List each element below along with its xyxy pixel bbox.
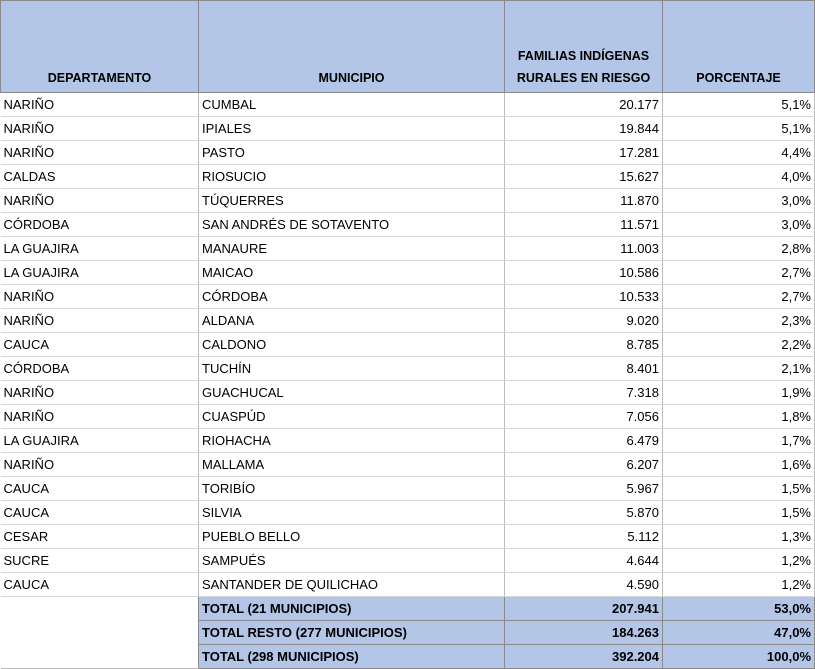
cell-municipio[interactable]: MAICAO (199, 261, 505, 285)
cell-familias[interactable]: 9.020 (505, 309, 663, 333)
cell-departamento[interactable]: SUCRE (1, 549, 199, 573)
cell-departamento[interactable]: CALDAS (1, 165, 199, 189)
table-row (1, 285, 815, 309)
cell-porcentaje[interactable]: 1,3% (663, 525, 815, 549)
cell-municipio[interactable]: TORIBÍO (199, 477, 505, 501)
cell-familias[interactable]: 5.870 (505, 501, 663, 525)
cell-municipio[interactable]: CUMBAL (199, 93, 505, 117)
cell-departamento[interactable]: CAUCA (1, 573, 199, 597)
cell-porcentaje[interactable]: 2,3% (663, 309, 815, 333)
total-porcentaje[interactable]: 47,0% (663, 621, 815, 645)
cell-porcentaje[interactable]: 1,2% (663, 573, 815, 597)
empty-cell[interactable] (1, 597, 199, 621)
cell-departamento[interactable]: CÓRDOBA (1, 213, 199, 237)
header-municipio[interactable]: MUNICIPIO (199, 1, 505, 93)
cell-departamento[interactable]: CAUCA (1, 477, 199, 501)
cell-departamento[interactable]: NARIÑO (1, 93, 199, 117)
table-row (1, 381, 815, 405)
cell-porcentaje[interactable]: 3,0% (663, 189, 815, 213)
total-porcentaje[interactable]: 53,0% (663, 597, 815, 621)
cell-familias[interactable]: 10.586 (505, 261, 663, 285)
cell-departamento[interactable]: NARIÑO (1, 405, 199, 429)
cell-familias[interactable]: 20.177 (505, 93, 663, 117)
cell-porcentaje[interactable]: 1,5% (663, 477, 815, 501)
cell-departamento[interactable]: LA GUAJIRA (1, 237, 199, 261)
cell-departamento[interactable]: CAUCA (1, 333, 199, 357)
cell-departamento[interactable]: NARIÑO (1, 453, 199, 477)
cell-porcentaje[interactable]: 1,9% (663, 381, 815, 405)
cell-porcentaje[interactable]: 1,2% (663, 549, 815, 573)
cell-familias[interactable]: 8.785 (505, 333, 663, 357)
table-row (1, 477, 815, 501)
cell-departamento[interactable]: NARIÑO (1, 117, 199, 141)
cell-porcentaje[interactable]: 4,4% (663, 141, 815, 165)
cell-departamento[interactable]: CESAR (1, 525, 199, 549)
cell-familias[interactable]: 15.627 (505, 165, 663, 189)
table-row (1, 429, 815, 453)
cell-departamento[interactable]: NARIÑO (1, 285, 199, 309)
cell-porcentaje[interactable]: 1,5% (663, 501, 815, 525)
header-porcentaje[interactable]: PORCENTAJE (663, 1, 815, 93)
table-row (1, 309, 815, 333)
cell-familias[interactable]: 11.870 (505, 189, 663, 213)
total-row (1, 597, 815, 621)
cell-departamento[interactable]: CÓRDOBA (1, 357, 199, 381)
table-row (1, 189, 815, 213)
cell-municipio[interactable]: SILVIA (199, 501, 505, 525)
empty-cell[interactable] (1, 645, 199, 669)
table-row (1, 261, 815, 285)
cell-departamento[interactable]: NARIÑO (1, 141, 199, 165)
cell-porcentaje[interactable]: 1,7% (663, 429, 815, 453)
table-body (1, 93, 815, 597)
table-row (1, 117, 815, 141)
cell-familias[interactable]: 6.207 (505, 453, 663, 477)
cell-municipio[interactable]: TÚQUERRES (199, 189, 505, 213)
cell-municipio[interactable]: TUCHÍN (199, 357, 505, 381)
cell-departamento[interactable]: NARIÑO (1, 309, 199, 333)
cell-departamento[interactable]: LA GUAJIRA (1, 429, 199, 453)
table-row (1, 525, 815, 549)
cell-municipio[interactable]: CUASPÚD (199, 405, 505, 429)
cell-porcentaje[interactable]: 2,1% (663, 357, 815, 381)
table-row (1, 549, 815, 573)
cell-municipio[interactable]: SAN ANDRÉS DE SOTAVENTO (199, 213, 505, 237)
cell-departamento[interactable]: NARIÑO (1, 381, 199, 405)
table-row (1, 165, 815, 189)
empty-cell[interactable] (1, 621, 199, 645)
cell-municipio[interactable]: SAMPUÉS (199, 549, 505, 573)
cell-porcentaje[interactable]: 5,1% (663, 93, 815, 117)
cell-municipio[interactable]: CALDONO (199, 333, 505, 357)
table-row (1, 213, 815, 237)
cell-porcentaje[interactable]: 4,0% (663, 165, 815, 189)
total-familias[interactable]: 184.263 (505, 621, 663, 645)
cell-porcentaje[interactable]: 5,1% (663, 117, 815, 141)
cell-municipio[interactable]: IPIALES (199, 117, 505, 141)
total-row (1, 645, 815, 669)
cell-porcentaje[interactable]: 1,8% (663, 405, 815, 429)
total-label[interactable]: TOTAL (298 MUNICIPIOS) (199, 645, 505, 669)
total-familias[interactable]: 207.941 (505, 597, 663, 621)
cell-familias[interactable]: 5.967 (505, 477, 663, 501)
total-label[interactable]: TOTAL (21 MUNICIPIOS) (199, 597, 505, 621)
total-porcentaje[interactable]: 100,0% (663, 645, 815, 669)
table-row (1, 405, 815, 429)
cell-porcentaje[interactable]: 2,7% (663, 285, 815, 309)
cell-familias[interactable]: 4.644 (505, 549, 663, 573)
cell-municipio[interactable]: SANTANDER DE QUILICHAO (199, 573, 505, 597)
cell-departamento[interactable]: NARIÑO (1, 189, 199, 213)
cell-familias[interactable]: 19.844 (505, 117, 663, 141)
header-familias[interactable]: FAMILIAS INDÍGENAS RURALES EN RIESGO (505, 1, 663, 93)
cell-familias[interactable]: 5.112 (505, 525, 663, 549)
table-row (1, 453, 815, 477)
cell-familias[interactable]: 7.318 (505, 381, 663, 405)
table-row (1, 573, 815, 597)
cell-porcentaje[interactable]: 1,6% (663, 453, 815, 477)
cell-porcentaje[interactable]: 2,2% (663, 333, 815, 357)
header-row (1, 1, 815, 93)
cell-familias[interactable]: 11.003 (505, 237, 663, 261)
table-row (1, 141, 815, 165)
cell-familias[interactable]: 17.281 (505, 141, 663, 165)
total-row (1, 621, 815, 645)
cell-municipio[interactable]: ALDANA (199, 309, 505, 333)
totals-body (1, 597, 815, 669)
cell-municipio[interactable]: CÓRDOBA (199, 285, 505, 309)
table-row (1, 501, 815, 525)
table-row (1, 357, 815, 381)
cell-departamento[interactable]: LA GUAJIRA (1, 261, 199, 285)
cell-municipio[interactable]: PASTO (199, 141, 505, 165)
cell-municipio[interactable]: RIOSUCIO (199, 165, 505, 189)
cell-municipio[interactable]: PUEBLO BELLO (199, 525, 505, 549)
cell-municipio[interactable]: MANAURE (199, 237, 505, 261)
table-row (1, 237, 815, 261)
cell-municipio[interactable]: MALLAMA (199, 453, 505, 477)
cell-municipio[interactable]: RIOHACHA (199, 429, 505, 453)
cell-familias[interactable]: 7.056 (505, 405, 663, 429)
table-row (1, 333, 815, 357)
total-label[interactable]: TOTAL RESTO (277 MUNICIPIOS) (199, 621, 505, 645)
cell-familias[interactable]: 6.479 (505, 429, 663, 453)
cell-familias[interactable]: 8.401 (505, 357, 663, 381)
total-familias[interactable]: 392.204 (505, 645, 663, 669)
cell-familias[interactable]: 11.571 (505, 213, 663, 237)
table-row (1, 93, 815, 117)
cell-familias[interactable]: 4.590 (505, 573, 663, 597)
cell-porcentaje[interactable]: 2,7% (663, 261, 815, 285)
cell-municipio[interactable]: GUACHUCAL (199, 381, 505, 405)
cell-porcentaje[interactable]: 3,0% (663, 213, 815, 237)
cell-porcentaje[interactable]: 2,8% (663, 237, 815, 261)
header-departamento[interactable]: DEPARTAMENTO (1, 1, 199, 93)
cell-departamento[interactable]: CAUCA (1, 501, 199, 525)
cell-familias[interactable]: 10.533 (505, 285, 663, 309)
